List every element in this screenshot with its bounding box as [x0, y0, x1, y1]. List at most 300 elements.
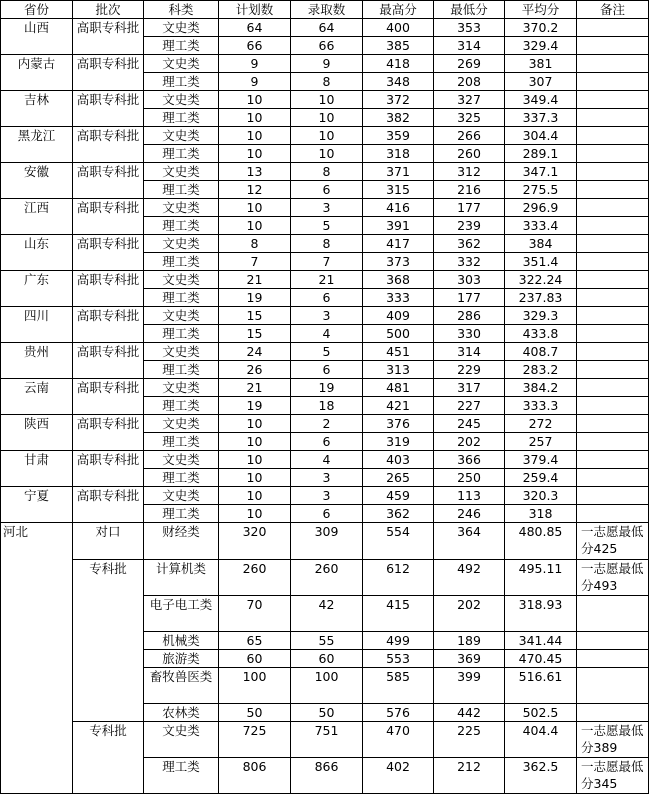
admitted-cell: 10: [291, 127, 363, 145]
province-name: 广东: [1, 271, 73, 307]
table-row: [1, 163, 649, 181]
avg-score-cell: 347.1: [505, 163, 577, 181]
avg-score-cell: 351.4: [505, 253, 577, 271]
plan-cell: 26: [219, 361, 291, 379]
avg-score-cell: 304.4: [505, 127, 577, 145]
avg-score-cell: 329.3: [505, 307, 577, 325]
batch-label: 高职专科批: [73, 163, 144, 199]
header-row: [1, 1, 649, 19]
notes-cell: 一志愿最低分345: [577, 758, 649, 794]
max-score-cell: 421: [363, 397, 434, 415]
admitted-cell: 260: [291, 560, 363, 596]
max-score-cell: 376: [363, 415, 434, 433]
plan-cell: 21: [219, 379, 291, 397]
table-row: [1, 271, 649, 289]
plan-cell: 15: [219, 325, 291, 343]
header-max-score: 最高分: [363, 1, 434, 19]
notes-cell: [577, 181, 649, 199]
admitted-cell: 60: [291, 650, 363, 668]
notes-cell: [577, 415, 649, 433]
batch-label: 高职专科批: [73, 235, 144, 271]
notes-cell: [577, 650, 649, 668]
notes-cell: [577, 19, 649, 37]
province-name: 山东: [1, 235, 73, 271]
category-cell: 文史类: [144, 415, 219, 433]
max-score-cell: 333: [363, 289, 434, 307]
category-cell: 文史类: [144, 55, 219, 73]
plan-cell: 70: [219, 596, 291, 632]
table-row: [1, 343, 649, 361]
avg-score-cell: 349.4: [505, 91, 577, 109]
category-cell: 文史类: [144, 451, 219, 469]
min-score-cell: 216: [434, 181, 505, 199]
max-score-cell: 418: [363, 55, 434, 73]
batch-label: 高职专科批: [73, 415, 144, 451]
plan-cell: 806: [219, 758, 291, 794]
avg-score-cell: 480.85: [505, 523, 577, 560]
batch-label: 专科批: [73, 560, 144, 722]
max-score-cell: 400: [363, 19, 434, 37]
avg-score-cell: 275.5: [505, 181, 577, 199]
province-name: 安徽: [1, 163, 73, 199]
admitted-cell: 10: [291, 91, 363, 109]
max-score-cell: 368: [363, 271, 434, 289]
batch-label: 高职专科批: [73, 19, 144, 55]
min-score-cell: 369: [434, 650, 505, 668]
max-score-cell: 409: [363, 307, 434, 325]
plan-cell: 60: [219, 650, 291, 668]
plan-cell: 15: [219, 307, 291, 325]
min-score-cell: 364: [434, 523, 505, 560]
plan-cell: 100: [219, 668, 291, 704]
min-score-cell: 227: [434, 397, 505, 415]
admitted-cell: 6: [291, 361, 363, 379]
province-name: 江西: [1, 199, 73, 235]
admitted-cell: 8: [291, 163, 363, 181]
min-score-cell: 303: [434, 271, 505, 289]
category-cell: 文史类: [144, 379, 219, 397]
plan-cell: 10: [219, 469, 291, 487]
min-score-cell: 362: [434, 235, 505, 253]
category-cell: 理工类: [144, 433, 219, 451]
category-cell: 理工类: [144, 253, 219, 271]
plan-cell: 12: [219, 181, 291, 199]
header-province: 省份: [1, 1, 73, 19]
plan-cell: 10: [219, 487, 291, 505]
header-batch: 批次: [73, 1, 144, 19]
category-cell: 理工类: [144, 758, 219, 794]
batch-label: 高职专科批: [73, 127, 144, 163]
notes-cell: [577, 505, 649, 523]
admitted-cell: 100: [291, 668, 363, 704]
table-row: [1, 19, 649, 37]
admitted-cell: 6: [291, 433, 363, 451]
admitted-cell: 3: [291, 199, 363, 217]
admitted-cell: 2: [291, 415, 363, 433]
min-score-cell: 314: [434, 343, 505, 361]
avg-score-cell: 379.4: [505, 451, 577, 469]
notes-cell: [577, 217, 649, 235]
admitted-cell: 9: [291, 55, 363, 73]
admitted-cell: 18: [291, 397, 363, 415]
min-score-cell: 208: [434, 73, 505, 91]
avg-score-cell: 320.3: [505, 487, 577, 505]
avg-score-cell: 333.3: [505, 397, 577, 415]
admitted-cell: 3: [291, 487, 363, 505]
table-row: [1, 235, 649, 253]
category-cell: 理工类: [144, 73, 219, 91]
admitted-cell: 8: [291, 235, 363, 253]
plan-cell: 50: [219, 704, 291, 722]
plan-cell: 8: [219, 235, 291, 253]
province-name: 吉林: [1, 91, 73, 127]
category-cell: 理工类: [144, 37, 219, 55]
category-cell: 理工类: [144, 145, 219, 163]
max-score-cell: 403: [363, 451, 434, 469]
batch-label: 高职专科批: [73, 379, 144, 415]
province-name: 甘肃: [1, 451, 73, 487]
table-row: [1, 415, 649, 433]
category-cell: 理工类: [144, 217, 219, 235]
max-score-cell: 554: [363, 523, 434, 560]
category-cell: 计算机类: [144, 560, 219, 596]
min-score-cell: 399: [434, 668, 505, 704]
category-cell: 理工类: [144, 505, 219, 523]
category-cell: 文史类: [144, 127, 219, 145]
plan-cell: 21: [219, 271, 291, 289]
table-row: [1, 55, 649, 73]
batch-label: 高职专科批: [73, 487, 144, 523]
admitted-cell: 3: [291, 307, 363, 325]
plan-cell: 260: [219, 560, 291, 596]
table-row: [1, 722, 649, 758]
max-score-cell: 470: [363, 722, 434, 758]
admitted-cell: 866: [291, 758, 363, 794]
plan-cell: 64: [219, 19, 291, 37]
category-cell: 文史类: [144, 487, 219, 505]
notes-cell: [577, 163, 649, 181]
min-score-cell: 327: [434, 91, 505, 109]
max-score-cell: 451: [363, 343, 434, 361]
admitted-cell: 64: [291, 19, 363, 37]
avg-score-cell: 433.8: [505, 325, 577, 343]
avg-score-cell: 502.5: [505, 704, 577, 722]
header-notes: 备注: [577, 1, 649, 19]
min-score-cell: 113: [434, 487, 505, 505]
avg-score-cell: 516.61: [505, 668, 577, 704]
plan-cell: 10: [219, 505, 291, 523]
batch-label: 专科批: [73, 722, 144, 794]
notes-cell: [577, 235, 649, 253]
avg-score-cell: 370.2: [505, 19, 577, 37]
batch-label: 对口: [73, 523, 144, 560]
plan-cell: 24: [219, 343, 291, 361]
notes-cell: [577, 668, 649, 704]
plan-cell: 19: [219, 289, 291, 307]
table-row: [1, 523, 649, 560]
admitted-cell: 751: [291, 722, 363, 758]
max-score-cell: 348: [363, 73, 434, 91]
category-cell: 文史类: [144, 722, 219, 758]
category-cell: 理工类: [144, 469, 219, 487]
max-score-cell: 265: [363, 469, 434, 487]
max-score-cell: 362: [363, 505, 434, 523]
avg-score-cell: 296.9: [505, 199, 577, 217]
min-score-cell: 260: [434, 145, 505, 163]
category-cell: 文史类: [144, 307, 219, 325]
notes-cell: [577, 632, 649, 650]
min-score-cell: 246: [434, 505, 505, 523]
max-score-cell: 585: [363, 668, 434, 704]
avg-score-cell: 341.44: [505, 632, 577, 650]
max-score-cell: 385: [363, 37, 434, 55]
admitted-cell: 10: [291, 145, 363, 163]
max-score-cell: 553: [363, 650, 434, 668]
max-score-cell: 373: [363, 253, 434, 271]
plan-cell: 10: [219, 217, 291, 235]
category-cell: 文史类: [144, 271, 219, 289]
plan-cell: 66: [219, 37, 291, 55]
avg-score-cell: 329.4: [505, 37, 577, 55]
avg-score-cell: 259.4: [505, 469, 577, 487]
category-cell: 理工类: [144, 289, 219, 307]
max-score-cell: 459: [363, 487, 434, 505]
batch-label: 高职专科批: [73, 91, 144, 127]
admitted-cell: 42: [291, 596, 363, 632]
notes-cell: [577, 379, 649, 397]
batch-label: 高职专科批: [73, 307, 144, 343]
admitted-cell: 6: [291, 289, 363, 307]
plan-cell: 10: [219, 91, 291, 109]
province-name: 宁夏: [1, 487, 73, 523]
avg-score-cell: 470.45: [505, 650, 577, 668]
plan-cell: 9: [219, 73, 291, 91]
max-score-cell: 359: [363, 127, 434, 145]
avg-score-cell: 404.4: [505, 722, 577, 758]
max-score-cell: 372: [363, 91, 434, 109]
avg-score-cell: 283.2: [505, 361, 577, 379]
min-score-cell: 212: [434, 758, 505, 794]
plan-cell: 13: [219, 163, 291, 181]
notes-cell: [577, 307, 649, 325]
table-row: [1, 199, 649, 217]
admitted-cell: 10: [291, 109, 363, 127]
notes-cell: [577, 361, 649, 379]
category-cell: 文史类: [144, 91, 219, 109]
min-score-cell: 239: [434, 217, 505, 235]
province-name: 陕西: [1, 415, 73, 451]
avg-score-cell: 337.3: [505, 109, 577, 127]
admitted-cell: 8: [291, 73, 363, 91]
avg-score-cell: 272: [505, 415, 577, 433]
category-cell: 农林类: [144, 704, 219, 722]
max-score-cell: 576: [363, 704, 434, 722]
notes-cell: 一志愿最低分425: [577, 523, 649, 560]
max-score-cell: 318: [363, 145, 434, 163]
avg-score-cell: 495.11: [505, 560, 577, 596]
category-cell: 旅游类: [144, 650, 219, 668]
admitted-cell: 7: [291, 253, 363, 271]
table-row: [1, 379, 649, 397]
avg-score-cell: 318.93: [505, 596, 577, 632]
table-row: [1, 451, 649, 469]
notes-cell: [577, 469, 649, 487]
plan-cell: 10: [219, 451, 291, 469]
admitted-cell: 4: [291, 325, 363, 343]
max-score-cell: 391: [363, 217, 434, 235]
notes-cell: 一志愿最低分389: [577, 722, 649, 758]
admitted-cell: 309: [291, 523, 363, 560]
notes-cell: [577, 127, 649, 145]
min-score-cell: 266: [434, 127, 505, 145]
category-cell: 文史类: [144, 163, 219, 181]
admitted-cell: 19: [291, 379, 363, 397]
notes-cell: [577, 343, 649, 361]
plan-cell: 10: [219, 415, 291, 433]
admitted-cell: 66: [291, 37, 363, 55]
plan-cell: 10: [219, 433, 291, 451]
batch-label: 高职专科批: [73, 271, 144, 307]
category-cell: 理工类: [144, 109, 219, 127]
header-min-score: 最低分: [434, 1, 505, 19]
province-name: 四川: [1, 307, 73, 343]
min-score-cell: 202: [434, 433, 505, 451]
notes-cell: [577, 199, 649, 217]
notes-cell: [577, 596, 649, 632]
min-score-cell: 317: [434, 379, 505, 397]
avg-score-cell: 381: [505, 55, 577, 73]
avg-score-cell: 384: [505, 235, 577, 253]
batch-label: 高职专科批: [73, 451, 144, 487]
batch-label: 高职专科批: [73, 343, 144, 379]
table-row: [1, 127, 649, 145]
header-avg-score: 平均分: [505, 1, 577, 19]
min-score-cell: 229: [434, 361, 505, 379]
notes-cell: [577, 109, 649, 127]
max-score-cell: 481: [363, 379, 434, 397]
plan-cell: 10: [219, 145, 291, 163]
avg-score-cell: 384.2: [505, 379, 577, 397]
max-score-cell: 612: [363, 560, 434, 596]
min-score-cell: 250: [434, 469, 505, 487]
min-score-cell: 312: [434, 163, 505, 181]
notes-cell: [577, 325, 649, 343]
notes-cell: [577, 433, 649, 451]
min-score-cell: 286: [434, 307, 505, 325]
table-row: [1, 560, 649, 596]
min-score-cell: 330: [434, 325, 505, 343]
category-cell: 机械类: [144, 632, 219, 650]
category-cell: 理工类: [144, 361, 219, 379]
admitted-cell: 55: [291, 632, 363, 650]
plan-cell: 19: [219, 397, 291, 415]
avg-score-cell: 307: [505, 73, 577, 91]
province-name: 云南: [1, 379, 73, 415]
min-score-cell: 245: [434, 415, 505, 433]
province-name: 黑龙江: [1, 127, 73, 163]
notes-cell: [577, 397, 649, 415]
min-score-cell: 492: [434, 560, 505, 596]
province-name: 河北: [1, 523, 73, 794]
avg-score-cell: 237.83: [505, 289, 577, 307]
min-score-cell: 225: [434, 722, 505, 758]
max-score-cell: 499: [363, 632, 434, 650]
category-cell: 文史类: [144, 199, 219, 217]
batch-label: 高职专科批: [73, 199, 144, 235]
min-score-cell: 366: [434, 451, 505, 469]
admitted-cell: 6: [291, 181, 363, 199]
min-score-cell: 325: [434, 109, 505, 127]
avg-score-cell: 362.5: [505, 758, 577, 794]
plan-cell: 10: [219, 127, 291, 145]
province-name: 内蒙古: [1, 55, 73, 91]
min-score-cell: 269: [434, 55, 505, 73]
province-name: 贵州: [1, 343, 73, 379]
plan-cell: 9: [219, 55, 291, 73]
min-score-cell: 177: [434, 289, 505, 307]
max-score-cell: 313: [363, 361, 434, 379]
min-score-cell: 442: [434, 704, 505, 722]
notes-cell: [577, 487, 649, 505]
min-score-cell: 202: [434, 596, 505, 632]
admitted-cell: 5: [291, 343, 363, 361]
max-score-cell: 315: [363, 181, 434, 199]
table-row: [1, 307, 649, 325]
min-score-cell: 189: [434, 632, 505, 650]
notes-cell: [577, 73, 649, 91]
avg-score-cell: 322.24: [505, 271, 577, 289]
notes-cell: [577, 55, 649, 73]
notes-cell: [577, 91, 649, 109]
plan-cell: 7: [219, 253, 291, 271]
admitted-cell: 4: [291, 451, 363, 469]
category-cell: 文史类: [144, 343, 219, 361]
plan-cell: 725: [219, 722, 291, 758]
min-score-cell: 314: [434, 37, 505, 55]
header-category: 科类: [144, 1, 219, 19]
notes-cell: [577, 271, 649, 289]
admitted-cell: 3: [291, 469, 363, 487]
avg-score-cell: 408.7: [505, 343, 577, 361]
admitted-cell: 6: [291, 505, 363, 523]
max-score-cell: 415: [363, 596, 434, 632]
max-score-cell: 382: [363, 109, 434, 127]
category-cell: 财经类: [144, 523, 219, 560]
max-score-cell: 416: [363, 199, 434, 217]
notes-cell: [577, 451, 649, 469]
avg-score-cell: 318: [505, 505, 577, 523]
batch-label: 高职专科批: [73, 55, 144, 91]
plan-cell: 320: [219, 523, 291, 560]
category-cell: 电子电工类: [144, 596, 219, 632]
table-row: [1, 91, 649, 109]
avg-score-cell: 289.1: [505, 145, 577, 163]
category-cell: 畜牧兽医类: [144, 668, 219, 704]
admitted-cell: 21: [291, 271, 363, 289]
notes-cell: [577, 704, 649, 722]
notes-cell: [577, 253, 649, 271]
province-name: 山西: [1, 19, 73, 55]
category-cell: 文史类: [144, 235, 219, 253]
category-cell: 理工类: [144, 181, 219, 199]
notes-cell: [577, 145, 649, 163]
category-cell: 理工类: [144, 325, 219, 343]
max-score-cell: 417: [363, 235, 434, 253]
plan-cell: 65: [219, 632, 291, 650]
min-score-cell: 177: [434, 199, 505, 217]
max-score-cell: 402: [363, 758, 434, 794]
notes-cell: [577, 37, 649, 55]
